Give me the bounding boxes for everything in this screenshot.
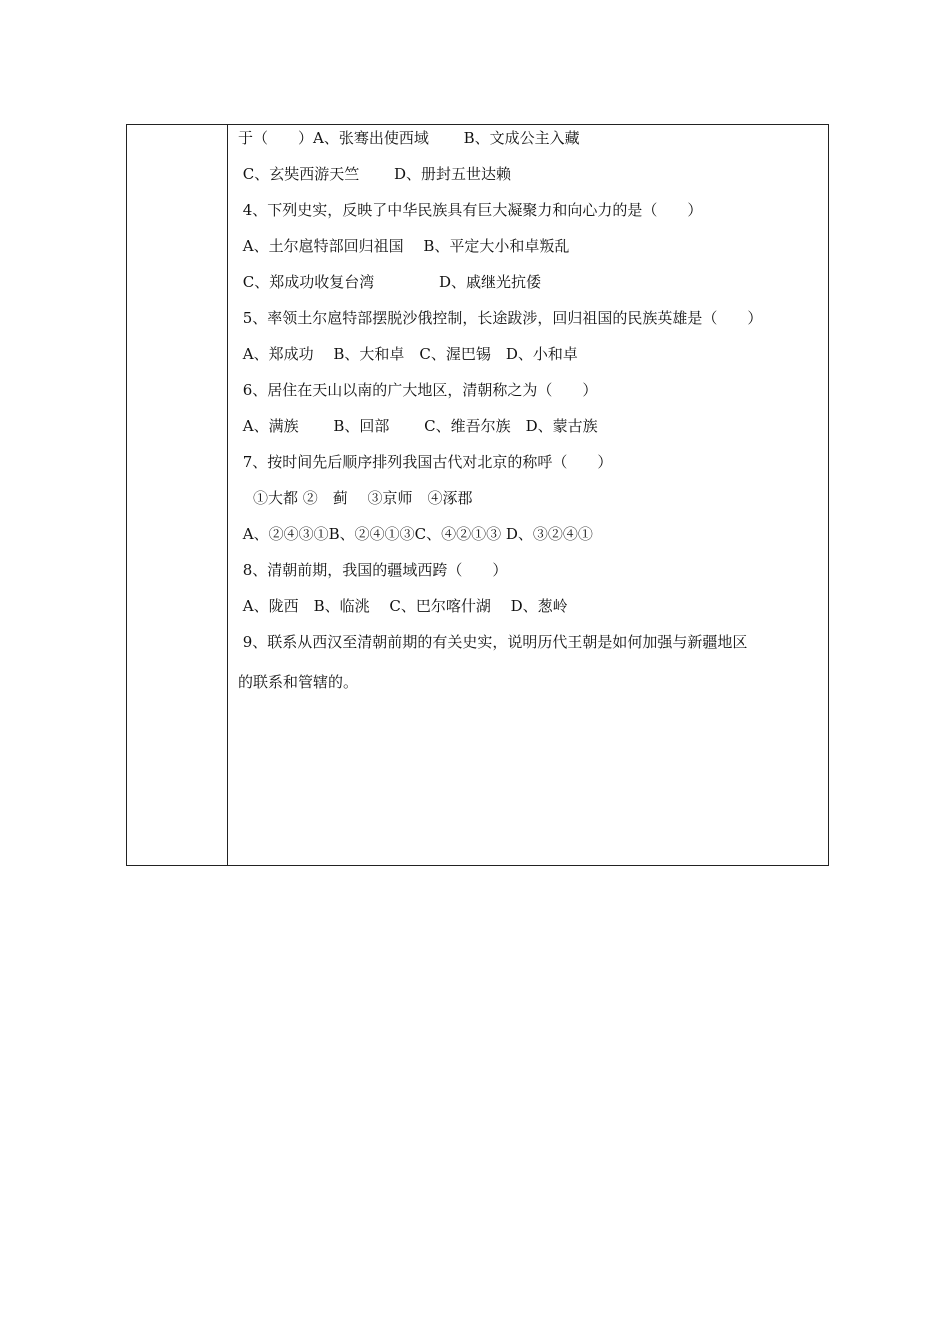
question-4-options-cd: C、郑成功收复台湾 D、戚继光抗倭: [238, 273, 542, 291]
question-6-stem: 6、居住在天山以南的广大地区，清朝称之为（ ）: [238, 381, 598, 399]
question-3-options-cd: C、玄奘西游天竺 D、册封五世达赖: [238, 165, 512, 183]
question-4-options-ab: A、土尔扈特部回归祖国 B、平定大小和卓叛乱: [238, 237, 570, 255]
question-7-stem: 7、按时间先后顺序排列我国古代对北京的称呼（ ）: [238, 453, 613, 471]
question-7-items: ①大都 ② 蓟 ③京师 ④涿郡: [238, 489, 473, 507]
question-7-options: A、②④③①B、②④①③C、④②①③ D、③②④①: [238, 525, 593, 543]
question-3-options-ab: 于（ ）A、张骞出使西域 B、文成公主入藏: [238, 129, 580, 147]
question-4-stem: 4、下列史实，反映了中华民族具有巨大凝聚力和向心力的是（ ）: [238, 201, 703, 219]
question-5-options: A、郑成功 B、大和卓 C、渥巴锡 D、小和卓: [238, 345, 578, 363]
question-5-stem: 5、率领土尔扈特部摆脱沙俄控制，长途跋涉，回归祖国的民族英雄是（ ）: [238, 309, 763, 327]
table-left-column: [127, 125, 228, 865]
question-table: [126, 124, 829, 866]
table-content-cell: [228, 125, 828, 865]
question-6-options: A、满族 B、回部 C、维吾尔族 D、蒙古族: [238, 417, 598, 435]
question-9-stem-continued: 的联系和管辖的。: [238, 673, 359, 691]
question-9-stem: 9、联系从西汉至清朝前期的有关史实，说明历代王朝是如何加强与新疆地区: [238, 633, 748, 651]
question-8-stem: 8、清朝前期，我国的疆域西跨（ ）: [238, 561, 508, 579]
question-8-options: A、陇西 B、临洮 C、巴尔喀什湖 D、葱岭: [238, 597, 568, 615]
